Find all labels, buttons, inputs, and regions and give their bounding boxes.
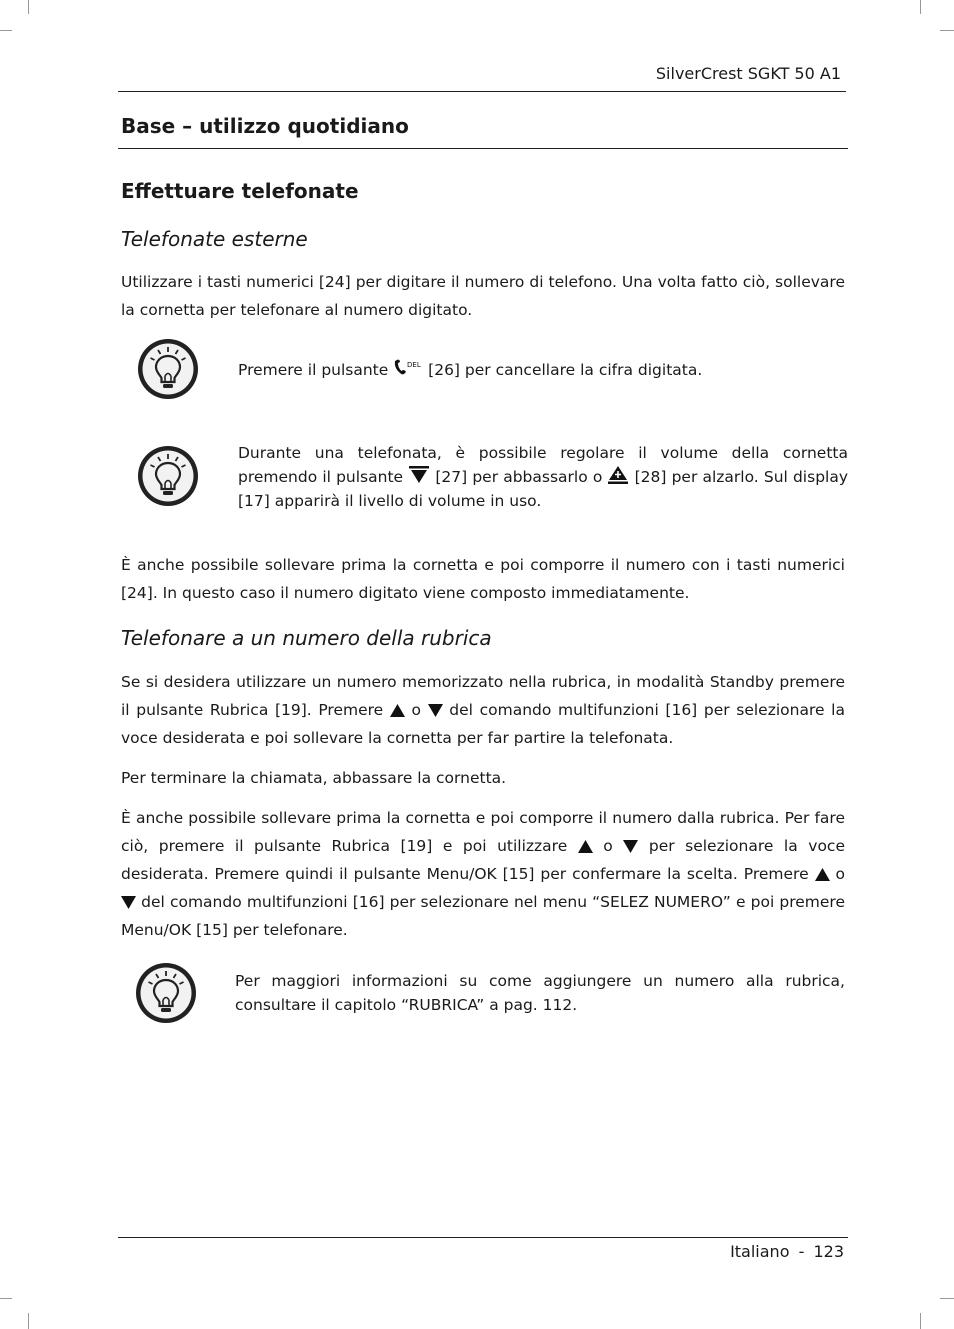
- arrow-up-icon: [390, 704, 405, 717]
- tip-2-text: [238, 441, 848, 513]
- page-footer: [730, 1242, 844, 1261]
- pb3-a: È anche possibile sollevare prima la cornetta e poi comporre il numero dalla rubrica. Per fare ciò, premere il pulsante Rubrica [19] e poi utilizzare: [121, 809, 845, 855]
- external-calls-paragraph-2: È anche possibile sollevare prima la cornetta e poi comporre il numero con i tasti numerici [24]. In questo caso il numero digitato viene composto immediatamente.: [121, 556, 845, 602]
- pb3-e: del comando multifunzioni [16] per selezionare nel menu “SELEZ NUMERO” e poi premere Menu/OK [15] per telefonare.: [121, 893, 845, 939]
- pb1-b: o: [404, 701, 428, 719]
- pb1-c: del comando multifunzioni [16] per selezionare la voce desiderata e poi sollevare la cornetta per far partire la telefonata.: [121, 701, 845, 747]
- phonebook-paragraph-3: [121, 804, 845, 944]
- section-title: Base – utilizzo quotidiano: [121, 114, 409, 138]
- header-rule: [118, 91, 846, 92]
- tip-1-after: [26] per cancellare la cifra digitata.: [423, 361, 703, 379]
- phone-del-icon: [393, 359, 423, 377]
- external-calls-title: Telefonate esterne: [121, 227, 308, 251]
- tip-1-text: [238, 358, 702, 382]
- footer-rule: [118, 1237, 848, 1238]
- running-header: SilverCrest SGKT 50 A1: [655, 64, 841, 83]
- lightbulb-icon: [134, 961, 198, 1025]
- pb3-d: o: [829, 865, 845, 883]
- crop-mark: [0, 1298, 12, 1299]
- tip-2-part-1: Durante una telefonata, è possibile regolare il volume della cornetta premendo il pulsante: [238, 444, 848, 486]
- phonebook-paragraph-1: [121, 668, 845, 752]
- crop-mark: [940, 1298, 954, 1299]
- svg-text:DEL: DEL: [407, 361, 421, 369]
- tip-2-part-2: [27] per abbassarlo o: [430, 468, 608, 486]
- pb3-b: o: [592, 837, 624, 855]
- volume-down-icon: [408, 466, 430, 484]
- pb1-a: Se si desidera utilizzare un numero memorizzato nella rubrica, in modalità Standby premere il pulsante Rubrica [19]. Premere: [121, 673, 845, 719]
- arrow-up-icon: [578, 840, 593, 853]
- crop-mark: [28, 0, 29, 14]
- volume-up-icon: [607, 466, 629, 484]
- crop-mark: [920, 1313, 921, 1329]
- crop-mark: [28, 1313, 29, 1329]
- lightbulb-icon: [136, 337, 200, 401]
- phonebook-calls-title: Telefonare a un numero della rubrica: [121, 626, 492, 650]
- external-calls-paragraph-1: Utilizzare i tasti numerici [24] per digitare il numero di telefono. Una volta fatto ciò, sollevare la cornetta per telefonare al numero digitato.: [121, 273, 845, 319]
- tip-1-before: Premere il pulsante: [238, 361, 394, 379]
- crop-mark: [940, 30, 954, 31]
- phonebook-paragraph-2: Per terminare la chiamata, abbassare la cornetta.: [121, 769, 507, 787]
- section-rule: [118, 148, 848, 149]
- footer-language: Italiano: [730, 1242, 790, 1261]
- tip-3-text: Per maggiori informazioni su come aggiungere un numero alla rubrica, consultare il capitolo “RUBRICA” a pag. 112.: [235, 972, 845, 1014]
- lightbulb-icon: [136, 444, 200, 508]
- subsection-title: Effettuare telefonate: [121, 179, 359, 203]
- arrow-up-icon: [815, 868, 830, 881]
- arrow-down-icon: [428, 704, 443, 717]
- crop-mark: [920, 0, 921, 14]
- pb3-c: per selezionare la voce desiderata. Premere quindi il pulsante Menu/OK [15] per confermare la scelta. Premere: [121, 837, 845, 883]
- tip-2-part-3: [28] per alzarlo. Sul display [17] apparirà il livello di volume in uso.: [238, 468, 849, 510]
- arrow-down-icon: [121, 896, 136, 909]
- crop-mark: [0, 30, 12, 31]
- page-number: 123: [813, 1242, 844, 1261]
- arrow-down-icon: [623, 840, 638, 853]
- footer-separator: -: [798, 1242, 805, 1261]
